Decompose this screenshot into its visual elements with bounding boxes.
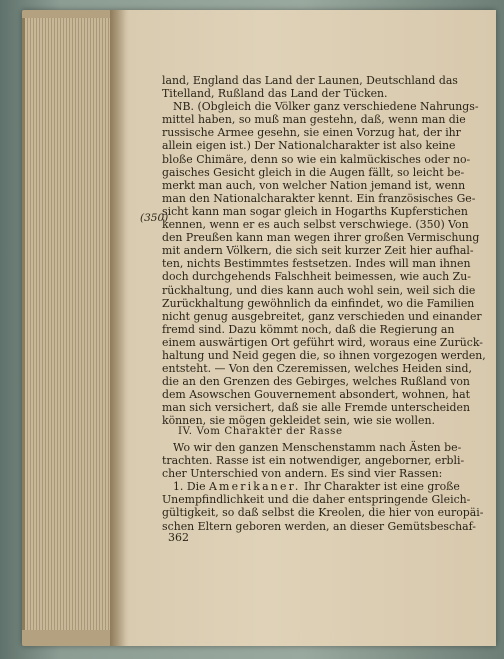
- text-line: haltung und Neid gegen die, so ihnen vorgezogen werden,: [162, 348, 486, 362]
- text-line: man den Nationalcharakter kennt. Ein französisches Ge-: [162, 191, 476, 205]
- text-line: merkt man auch, von welcher Nation jemand ist, wenn: [162, 178, 466, 192]
- page-edges: [22, 18, 121, 630]
- text-line: trachten. Rasse ist ein notwendiger, angeborner, erbli-: [162, 454, 465, 468]
- text-line: kennen, wenn er es auch selbst verschwiege. (350) Von: [162, 218, 469, 232]
- text-line: rückhaltung, und dies kann auch wohl sein, weil sich die: [162, 283, 476, 297]
- text-line: land, England das Land der Launen, Deutschland das: [162, 74, 458, 87]
- text-line: ten, nichts Bestimmtes festsetzen. Indes will man ihnen: [162, 257, 471, 271]
- text-line: Wo wir den ganzen Menschenstamm nach Ästen be-: [173, 441, 462, 454]
- text-line: man sich versichert, daß sie alle Fremde unterscheiden: [162, 401, 470, 415]
- text-line: mittel haben, so muß man gestehn, daß, wenn man die: [162, 113, 466, 127]
- text-line: NB. (Obgleich die Völker ganz verschiedene Nahrungs-: [173, 100, 479, 114]
- margin-note: (350): [140, 212, 169, 224]
- text-line: fremd sind. Dazu kömmt noch, daß die Regierung an: [162, 322, 455, 336]
- text-line: doch durchgehends Falschheit beimessen, wie auch Zu-: [162, 270, 471, 284]
- text-line: schen Eltern geboren werden, an dieser Gemütsbeschaf-: [162, 519, 476, 533]
- text-line: cher Unterschied von andern. Es sind vier Rassen:: [162, 467, 443, 481]
- text-line: dem Asowschen Gouvernement absondert, wohnen, hat: [162, 388, 471, 402]
- list-label: 1. Die: [173, 480, 206, 494]
- text-line: den Preußen kann man wegen ihrer großen Vermischung: [162, 231, 480, 245]
- page-number: 362: [168, 531, 189, 544]
- text-line: bloße Chimäre, denn so wie ein kalmückisches oder no-: [162, 152, 471, 166]
- text-line: Zurückhaltung gewöhnlich da einfindet, wo die Familien: [162, 296, 475, 310]
- text-line: können, sie mögen gekleidet sein, wie sie wollen.: [162, 414, 435, 428]
- text-line: russische Armee gesehn, sie einen Vorzug hat, der ihr: [162, 126, 461, 140]
- text-line: sicht kann man sogar gleich in Hogarths Kupferstichen: [162, 204, 468, 218]
- text-line: [162, 480, 460, 494]
- text-line: allein eigen ist.) Der Nationalcharakter ist also keine: [162, 139, 456, 153]
- text-line: die an den Grenzen des Gebirges, welches Rußland von: [162, 375, 470, 389]
- text-line: nicht genug ausgebreitet, ganz verschieden und einander: [162, 309, 482, 323]
- text-line: mit andern Völkern, die sich seit kurzer Zeit hier aufhal-: [162, 244, 474, 258]
- list-text: Ihr Charakter ist eine große: [304, 480, 460, 494]
- body-text: [162, 74, 486, 428]
- text-line: gültigkeit, so daß selbst die Kreolen, die hier von europäi-: [162, 506, 484, 520]
- text-line: entsteht. — Von den Czeremissen, welches Heiden sind,: [162, 362, 472, 376]
- emphasized-term: Amerikaner.: [208, 480, 301, 494]
- text-line: gaisches Gesicht gleich in die Augen fällt, so leicht be-: [162, 165, 465, 179]
- text-line: Titelland, Rußland das Land der Tücken.: [162, 87, 388, 101]
- section-heading: IV. Vom Charakter der Rasse: [178, 426, 343, 437]
- text-line: einem auswärtigen Ort geführt wird, woraus eine Zurück-: [162, 335, 483, 349]
- section-text: [162, 441, 484, 533]
- page-gutter-shadow: [110, 10, 126, 646]
- text-line: Unempfindlichkeit und die daher entspringende Gleich-: [162, 493, 471, 507]
